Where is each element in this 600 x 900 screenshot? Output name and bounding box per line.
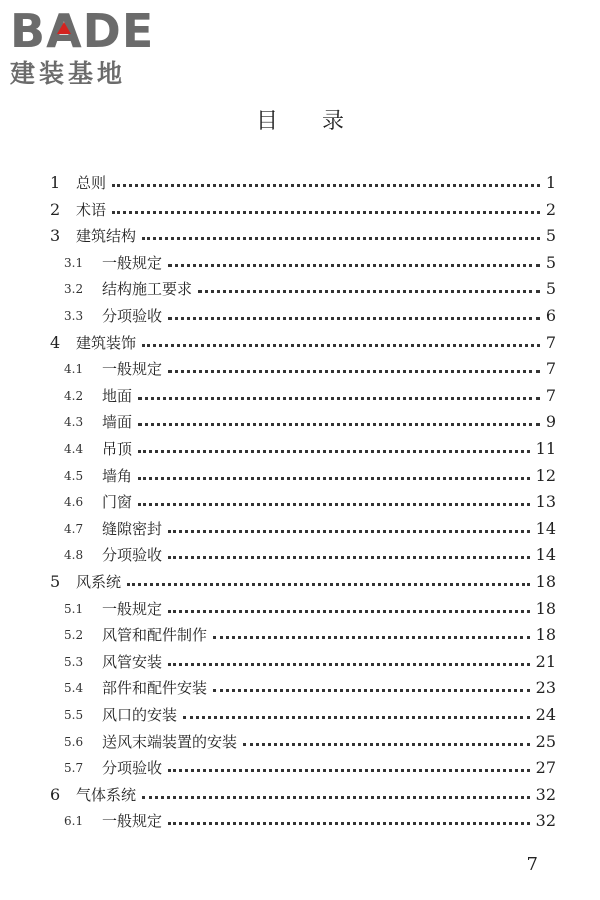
toc-dot-leader bbox=[243, 743, 530, 746]
toc-entry-title: 风系统 bbox=[76, 573, 122, 591]
toc-entry-page: 11 bbox=[535, 439, 556, 458]
toc-entry[interactable] bbox=[50, 569, 556, 595]
toc-entry[interactable] bbox=[64, 463, 556, 489]
toc-entry[interactable] bbox=[64, 356, 556, 382]
toc-entry-number: 4.2 bbox=[64, 388, 84, 403]
toc-entry-number: 4.6 bbox=[64, 495, 84, 510]
toc-entry-title: 术语 bbox=[76, 200, 107, 219]
toc-entry-title: 墙面 bbox=[102, 413, 133, 432]
toc-entry-page: 14 bbox=[535, 518, 556, 538]
toc-entry-number: 4.4 bbox=[64, 442, 84, 456]
toc-entry-number: 3 bbox=[50, 226, 61, 246]
toc-dot-leader bbox=[142, 237, 540, 240]
toc-entry-page: 14 bbox=[535, 545, 556, 565]
toc-entry-title: 分项验收 bbox=[102, 546, 163, 565]
toc-entry-page: 5 bbox=[545, 279, 556, 299]
toc-entry-page: 13 bbox=[535, 492, 556, 512]
toc-dot-leader bbox=[112, 211, 540, 214]
toc-entry[interactable] bbox=[64, 649, 556, 675]
toc-entry-title: 一般规定 bbox=[102, 812, 163, 831]
toc-dot-leader bbox=[138, 503, 530, 506]
page-number: 7 bbox=[526, 854, 538, 875]
toc-dot-leader bbox=[168, 556, 530, 559]
toc-entry[interactable] bbox=[64, 303, 556, 329]
toc-entry-title: 一般规定 bbox=[102, 599, 163, 618]
toc-entry-page: 18 bbox=[535, 598, 556, 618]
toc-entry-page: 7 bbox=[545, 332, 556, 352]
toc-entry-page: 32 bbox=[535, 784, 556, 804]
toc-entry-number: 5.5 bbox=[64, 708, 84, 722]
toc-dot-leader bbox=[138, 397, 540, 400]
toc-entry-number: 3.3 bbox=[64, 309, 84, 323]
toc-entry-page: 1 bbox=[545, 173, 556, 192]
toc-entry[interactable] bbox=[64, 729, 556, 755]
toc-entry-number: 5.7 bbox=[64, 761, 84, 776]
toc-entry-page: 12 bbox=[535, 465, 556, 485]
toc-dot-leader bbox=[138, 477, 530, 480]
toc-entry-number: 4.5 bbox=[64, 468, 84, 483]
bade-logo bbox=[10, 4, 180, 88]
toc-entry-title: 风管安装 bbox=[102, 652, 163, 671]
toc-entry[interactable] bbox=[50, 197, 556, 223]
page-title: 目录 bbox=[255, 109, 388, 134]
toc-entry-title: 部件和配件安装 bbox=[102, 679, 208, 698]
toc-entry-page: 9 bbox=[545, 412, 556, 432]
toc-entry-number: 6 bbox=[50, 784, 61, 804]
toc-entry[interactable] bbox=[64, 250, 556, 276]
toc-dot-leader bbox=[127, 583, 530, 586]
toc-entry-number: 5.1 bbox=[64, 601, 84, 616]
toc-entry[interactable] bbox=[64, 675, 556, 701]
toc-entry-number: 4 bbox=[50, 332, 61, 352]
toc-entry[interactable] bbox=[64, 436, 556, 462]
toc-dot-leader bbox=[213, 636, 530, 639]
toc-entry-title: 风管和配件制作 bbox=[102, 626, 208, 645]
toc-entry-page: 6 bbox=[545, 306, 556, 325]
toc-dot-leader bbox=[198, 290, 540, 293]
toc-entry-number: 2 bbox=[50, 199, 61, 219]
toc-entry-title: 地面 bbox=[102, 386, 133, 405]
toc-entry-page: 18 bbox=[535, 625, 556, 645]
toc-dot-leader bbox=[168, 370, 540, 373]
toc-entry-page: 7 bbox=[545, 359, 556, 379]
toc-entry[interactable] bbox=[50, 782, 556, 808]
toc-entry-title: 门窗 bbox=[102, 493, 133, 512]
toc-entry-title: 结构施工要求 bbox=[102, 280, 193, 299]
toc-entry[interactable] bbox=[64, 489, 556, 515]
toc-entry[interactable] bbox=[64, 596, 556, 622]
toc-entry-title: 一般规定 bbox=[102, 253, 163, 272]
toc-dot-leader bbox=[168, 769, 530, 772]
logo-accent-triangle bbox=[57, 22, 71, 34]
toc-dot-leader bbox=[168, 530, 530, 533]
toc-entry[interactable] bbox=[64, 622, 556, 648]
toc-entry-page: 5 bbox=[545, 226, 556, 246]
toc-entry-title: 一般规定 bbox=[102, 360, 163, 379]
toc-entry-number: 3.2 bbox=[64, 282, 84, 297]
toc-entry-number: 5.2 bbox=[64, 628, 84, 643]
toc-dot-leader bbox=[142, 796, 530, 799]
toc-entry-page: 23 bbox=[535, 678, 556, 698]
toc-entry-number: 6.1 bbox=[64, 814, 84, 829]
toc-entry-page: 25 bbox=[535, 731, 556, 751]
toc-entry-number: 1 bbox=[50, 173, 61, 192]
toc-dot-leader bbox=[138, 450, 530, 453]
toc-entry-title: 分项验收 bbox=[102, 759, 163, 778]
toc-entry[interactable] bbox=[64, 276, 556, 302]
toc-entry-number: 5.4 bbox=[64, 681, 84, 696]
toc-entry[interactable] bbox=[64, 755, 556, 781]
toc-entry-number: 5.3 bbox=[64, 654, 84, 669]
toc-entry-title: 缝隙密封 bbox=[102, 519, 163, 538]
toc-entry[interactable] bbox=[50, 330, 556, 356]
toc-dot-leader bbox=[168, 822, 530, 825]
toc-entry[interactable] bbox=[64, 808, 556, 834]
toc-entry-title: 墙角 bbox=[102, 466, 133, 485]
toc-entry-page: 18 bbox=[535, 572, 556, 591]
toc-dot-leader bbox=[138, 423, 540, 426]
toc-entry-page: 27 bbox=[535, 758, 556, 778]
toc-dot-leader bbox=[168, 610, 530, 613]
toc-entry-page: 24 bbox=[535, 705, 556, 724]
toc-entry-number: 4.8 bbox=[64, 548, 84, 563]
toc-entry[interactable] bbox=[64, 383, 556, 409]
toc-dot-leader bbox=[168, 663, 530, 666]
toc-entry-title: 气体系统 bbox=[76, 785, 137, 804]
toc-dot-leader bbox=[112, 184, 540, 187]
toc-dot-leader bbox=[183, 716, 530, 719]
toc-entry-number: 5 bbox=[50, 572, 61, 591]
toc-entry-number: 3.1 bbox=[64, 255, 84, 270]
toc-entry-title: 吊顶 bbox=[102, 440, 133, 458]
logo-wordmark: BA DE bbox=[10, 4, 155, 58]
toc-entry-page: 2 bbox=[545, 199, 556, 219]
toc-entry-title: 送风末端装置的安装 bbox=[102, 732, 238, 751]
toc-entry-title: 建筑装饰 bbox=[76, 333, 137, 352]
toc-dot-leader bbox=[213, 689, 530, 692]
logo-chinese-name: 建装基地 bbox=[10, 59, 127, 88]
toc-entry-title: 分项验收 bbox=[102, 307, 163, 325]
toc-entry[interactable] bbox=[50, 170, 556, 196]
toc-entry[interactable] bbox=[64, 542, 556, 568]
toc-dot-leader bbox=[168, 317, 540, 320]
toc-entry-title: 风口的安装 bbox=[102, 706, 178, 724]
toc-entry-page: 32 bbox=[535, 811, 556, 831]
toc-entry[interactable] bbox=[64, 702, 556, 728]
toc-entry-page: 7 bbox=[545, 385, 556, 405]
toc-entry[interactable] bbox=[50, 223, 556, 249]
toc-dot-leader bbox=[142, 344, 540, 347]
toc-entry-title: 总则 bbox=[76, 174, 107, 192]
toc-entry[interactable] bbox=[64, 409, 556, 435]
toc-entry-title: 建筑结构 bbox=[76, 227, 137, 246]
toc-entry-page: 5 bbox=[545, 252, 556, 272]
toc-entry-number: 4.1 bbox=[64, 362, 84, 377]
toc-entry-page: 21 bbox=[535, 651, 556, 671]
toc-entry-number: 5.6 bbox=[64, 734, 84, 749]
toc-entry[interactable] bbox=[64, 516, 556, 542]
toc-dot-leader bbox=[168, 264, 540, 267]
toc-entry-number: 4.7 bbox=[64, 521, 84, 536]
toc-entry-number: 4.3 bbox=[64, 415, 84, 430]
